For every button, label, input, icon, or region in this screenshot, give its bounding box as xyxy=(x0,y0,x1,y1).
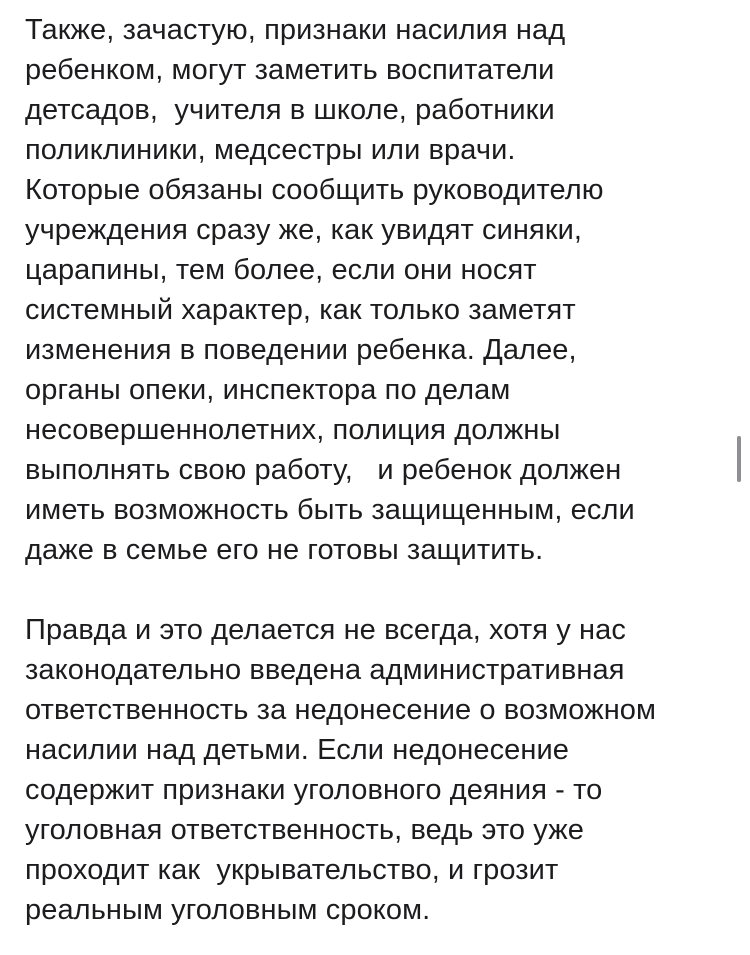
text-line: даже в семье его не готовы защитить. xyxy=(25,534,544,566)
text-line: органы опеки, инспектора по делам xyxy=(25,374,511,406)
paragraph-gap xyxy=(25,570,725,610)
text-line: содержит признаки уголовного деяния - то xyxy=(25,774,603,806)
text-line: учреждения сразу же, как увидят синяки, xyxy=(25,214,583,246)
text-line: Которые обязаны сообщить руководителю xyxy=(25,174,604,206)
text-line: ответственность за недонесение о возможном xyxy=(25,694,657,726)
text-line: выполнять свою работу, и ребенок должен xyxy=(25,454,622,486)
text-line: поликлиники, медсестры или врачи. xyxy=(25,134,516,166)
text-line: Правда и это делается не всегда, хотя у нас xyxy=(25,614,626,646)
text-line: проходит как укрывательство, и грозит xyxy=(25,854,559,886)
paragraph-2 xyxy=(25,610,725,930)
text-line: системный характер, как только заметят xyxy=(25,294,576,326)
text-line: законодательно введена административная xyxy=(25,654,625,686)
text-line: иметь возможность быть защищенным, если xyxy=(25,494,635,526)
text-line: реальным уголовным сроком. xyxy=(25,894,431,926)
text-line: изменения в поведении ребенка. Далее, xyxy=(25,334,577,366)
text-line: ребенком, могут заметить воспитатели xyxy=(25,54,555,86)
text-line: уголовная ответственность, ведь это уже xyxy=(25,814,584,846)
vertical-scrollbar[interactable] xyxy=(737,436,741,482)
text-line: царапины, тем более, если они носят xyxy=(25,254,537,286)
text-line: детсадов, учителя в школе, работники xyxy=(25,94,555,126)
text-line: насилии над детьми. Если недонесение xyxy=(25,734,570,766)
text-line: Также, зачастую, признаки насилия над xyxy=(25,14,566,46)
document-text xyxy=(25,10,725,930)
text-line: несовершеннолетних, полиция должны xyxy=(25,414,561,446)
paragraph-1 xyxy=(25,10,725,570)
